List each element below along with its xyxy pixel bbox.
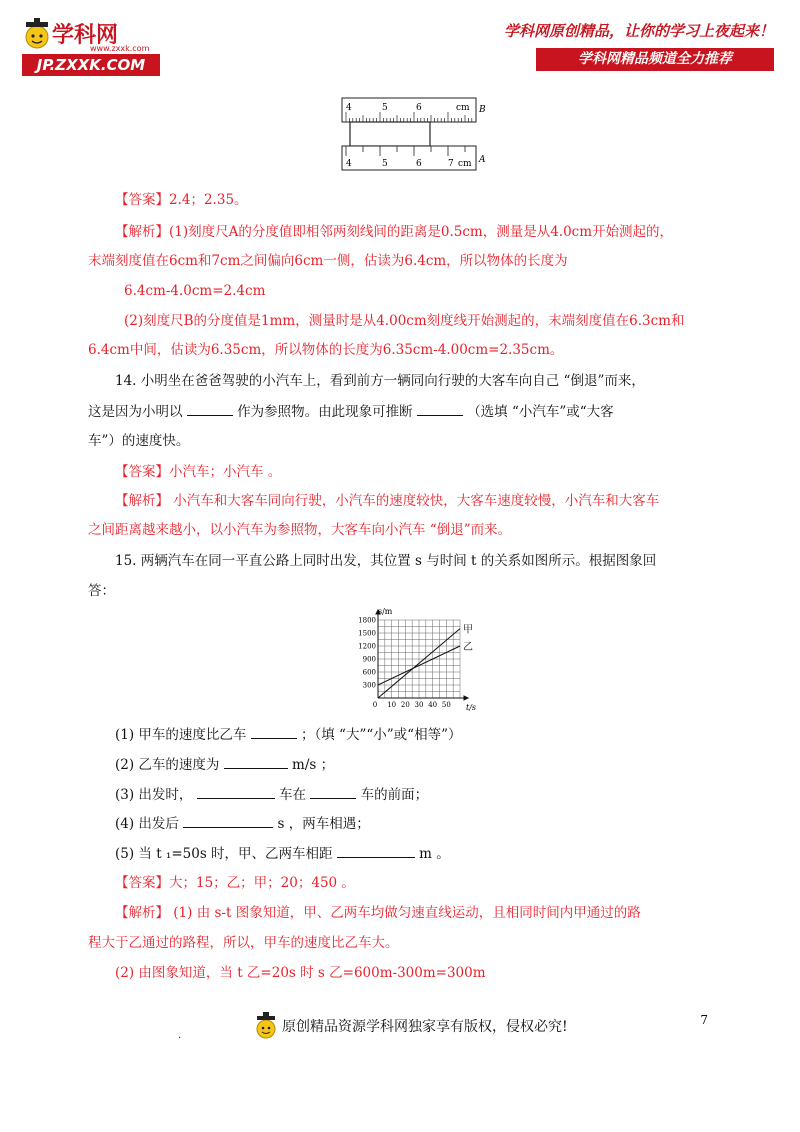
q14-line3: 车”）的速度快。: [88, 433, 190, 449]
ruler-a-tick-4: 4: [346, 159, 352, 169]
q13-analysis-line5: 6.4cm中间，估读为6.35cm，所以物体的长度为6.35cm-4.00cm=2.35cm。: [88, 342, 564, 358]
ruler-b-tick-5: 5: [382, 103, 388, 113]
q13-answer: 【答案】2.4；2.35。: [115, 192, 248, 208]
chart-xtick-label: 50: [441, 701, 451, 709]
chart-ytick-label: 1200: [358, 642, 376, 651]
chart-ytick-label: 1800: [358, 616, 376, 625]
chart-xtick-label: 10: [387, 701, 397, 709]
q15-sub2: (2) 乙车的速度为 m/s ；: [115, 754, 334, 775]
chart-xtick-label: 40: [428, 701, 438, 709]
ruler-figure: [338, 96, 488, 176]
ruler-a-unit: cm: [458, 159, 472, 169]
site-logo: [22, 18, 162, 76]
q15-analysis-line1: 【解析】 (1) 由 s-t 图象知道，甲、乙两车均做匀速直线运动，且相同时间内甲通过的路: [115, 905, 641, 921]
logo-name: 学科网: [52, 23, 119, 48]
footer-mascot-icon: [254, 1012, 278, 1042]
ruler-b-tick-4: 4: [346, 103, 352, 113]
ruler-a-tick-6: 6: [416, 159, 422, 169]
q14-line2: 这是因为小明以 作为参照物。由此现象可推断 （选填 “小汽车”或“大客: [88, 401, 614, 422]
st-chart: [352, 602, 482, 714]
ruler-b-label: B: [479, 105, 486, 115]
chart-ytick-label: 900: [362, 655, 376, 664]
header-slogan: 学科网原创精品，让你的学习上夜起来！: [503, 22, 774, 40]
q13-analysis-line3: 6.4cm-4.0cm=2.4cm: [124, 283, 266, 299]
q14-analysis-line1: 【解析】 小汽车和大客车同向行驶，小汽车的速度较快，大客车速度较慢，小汽车和大客车: [115, 493, 660, 509]
q15-analysis-line3: (2) 由图象知道，当 t 乙=20s 时 s 乙=600m-300m=300m: [115, 965, 486, 981]
ruler-a-tick-5: 5: [382, 159, 388, 169]
logo-subtitle: www.zxxk.com: [90, 44, 150, 53]
page-number: 7: [700, 1013, 708, 1027]
ruler-a-label: A: [479, 155, 486, 165]
chart-series-label-1: 乙: [463, 642, 473, 653]
chart-xtick-label: 30: [414, 701, 424, 709]
q14-line1: 14. 小明坐在爸爸驾驶的小汽车上，看到前方一辆同向行驶的大客车向自己 “倒退”而来，: [115, 373, 645, 389]
mascot-icon: [22, 18, 52, 52]
chart-ylabel: s/m: [378, 607, 393, 616]
footer-copyright: 原创精品资源学科网独家享有版权，侵权必究!: [282, 1019, 568, 1035]
q15-sub4: (4) 出发后 s ，两车相遇；: [115, 813, 370, 834]
q14-answer: 【答案】小汽车；小汽车 。: [115, 464, 282, 480]
q15-line1: 15. 两辆汽车在同一平直公路上同时出发，其位置 s 与时间 t 的关系如图所示。根据图象回: [115, 553, 657, 569]
chart-xlabel: t/s: [466, 703, 477, 712]
chart-ytick-label: 1500: [358, 629, 376, 638]
footer-dot: .: [178, 1030, 182, 1041]
chart-series-label-0: 甲: [463, 624, 473, 636]
q13-analysis-line4: (2)刻度尺B的分度值是1mm，测量时是从4.00cm刻度线开始测起的，末端刻度值在6.3cm和: [124, 313, 685, 329]
chart-x-arrow: [464, 696, 468, 700]
header-banner: 学科网精品频道全力推荐: [536, 48, 774, 71]
chart-ytick-label: 600: [362, 668, 376, 677]
chart-ytick-label: 300: [362, 681, 376, 690]
q13-analysis-line1: 【解析】(1)刻度尺A的分度值即相邻两刻线间的距离是0.5cm，测量是从4.0cm开始测起的，: [115, 224, 674, 240]
q15-sub5: (5) 当 t ₁=50s 时，甲、乙两车相距 m 。: [115, 843, 450, 864]
ruler-a-tick-7: 7: [448, 159, 454, 169]
q14-analysis-line2: 之间距离越来越小，以小汽车为参照物，大客车向小汽车 “倒退”而来。: [88, 522, 512, 538]
chart-xtick-label: 20: [400, 701, 410, 709]
q15-line2: 答：: [88, 583, 115, 599]
q13-analysis-line2: 末端刻度值在6cm和7cm之间偏向6cm一侧，估读为6.4cm，所以物体的长度为: [88, 253, 568, 269]
chart-xtick-label: 0: [372, 701, 378, 709]
q15-analysis-line2: 程大于乙通过的路程，所以，甲车的速度比乙车大。: [88, 935, 399, 951]
ruler-b-unit: cm: [456, 103, 470, 113]
q15-sub3: (3) 出发时， 车在 车的前面；: [115, 784, 428, 805]
logo-url: JP.ZXXK.COM: [22, 54, 160, 76]
ruler-b-tick-6: 6: [416, 103, 422, 113]
q15-sub1: (1) 甲车的速度比乙车 ；（填 “大”“小”或“相等”）: [115, 724, 461, 745]
q15-answer: 【答案】大；15；乙；甲；20；450 。: [115, 875, 355, 891]
